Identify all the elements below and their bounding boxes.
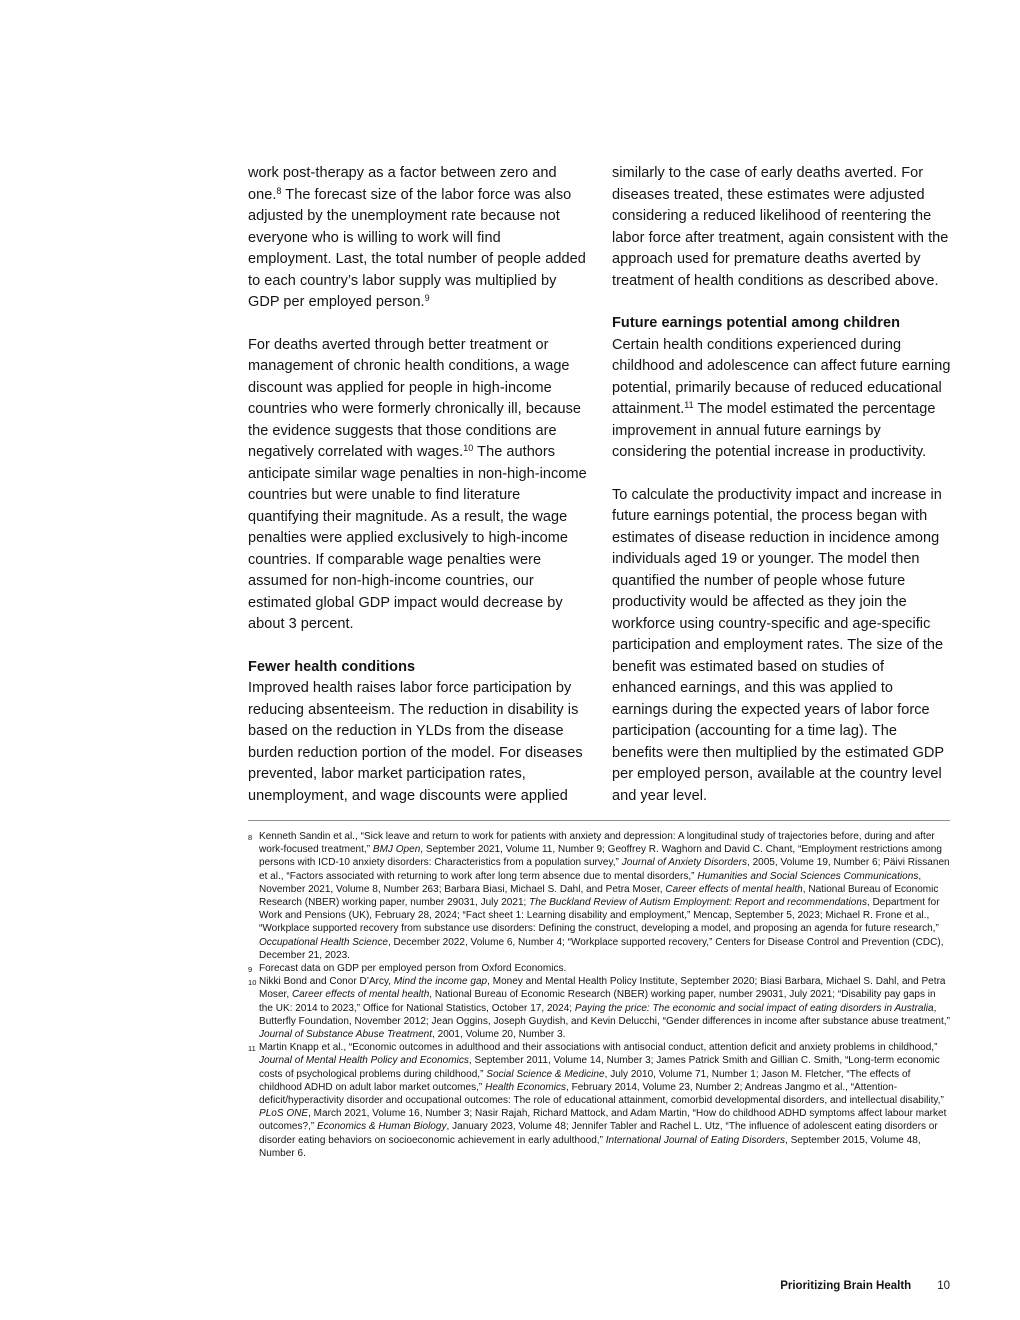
body-paragraph xyxy=(248,678,588,807)
text-run: , 2005, Volume 19, Number 6; Päivi Rissanen et al., “Factors associated with returning to work after long term absence due to mental disorders,” xyxy=(259,857,950,882)
section-heading xyxy=(612,313,952,335)
text-run: BMJ Open xyxy=(372,844,421,856)
text-run: Paying the price: The economic and social impact of eating disorders in Australia xyxy=(574,1002,934,1014)
page-footer xyxy=(780,1279,950,1293)
text-run: Journal of Substance Abuse Treatment xyxy=(259,1029,433,1041)
text-run: , September 2015, Volume 48, Number 6. xyxy=(259,1134,921,1159)
text-run: The model estimated the percentage improvement in annual future earnings by considering the potential increase in productivity. xyxy=(612,401,936,460)
text-run: Career effects of mental health xyxy=(665,883,803,895)
text-run: The authors anticipate similar wage penalties in non-high-income countries but were unable to find literature quantifying their magnitude. As a result, the wage penalties were applied exclusively to high-income countries. If comparable wage penalties were assumed for non-high-income countries, our estimated global GDP impact would decrease by about 3 percent. xyxy=(248,444,587,632)
text-run: Humanities and Social Sciences Communications xyxy=(697,870,919,882)
text-run: , 2001, Volume 20, Number 3. xyxy=(432,1029,566,1041)
text-run: , Department for Work and Pensions (UK), February 28, 2024; “Fact sheet 1: Learning disability and employment,” Mencap, September 5, 2023; Michael R. Frone et al., “Workplace supported recovery from substance use disorders: Defining the construct, developing a model, and proposing an agenda for future research,” xyxy=(259,897,940,935)
text-run: For deaths averted through better treatment or management of chronic health conditions, a wage discount was applied for people in high-income countries who were formerly chronically ill, because the evidence suggests that those conditions are negatively correlated with wages. xyxy=(248,336,582,460)
footnote-item xyxy=(248,830,950,962)
right-column xyxy=(612,163,952,828)
text-run: Journal of Mental Health Policy and Economics xyxy=(259,1055,469,1067)
section-heading xyxy=(248,657,588,679)
footnote-marker: 11 xyxy=(248,1044,256,1054)
footnote-marker: 8 xyxy=(248,833,253,842)
text-run: Career effects of mental health xyxy=(291,989,430,1001)
text-run: Nikki Bond and Conor D’Arcy, xyxy=(259,976,394,988)
text-run: , December 2022, Volume 6, Number 4; “Workplace supported recovery,” Centers for Disease Control and Prevention (CDC), December 21, 2023. xyxy=(259,936,944,961)
text-run: International Journal of Eating Disorders xyxy=(605,1134,785,1146)
footnote-item xyxy=(248,1041,950,1160)
body-paragraph xyxy=(612,485,952,808)
text-run: , September 2011, Volume 14, Number 3; James Patrick Smith and Gillian C. Smith, “Long-term economic costs of psychological problems during childhood,” xyxy=(259,1055,940,1080)
text-run: Forecast data on GDP per employed person from Oxford Economics. xyxy=(259,963,567,975)
text-run: Health Economics xyxy=(485,1081,566,1093)
text-run: Improved health raises labor force participation by reducing absenteeism. The reduction in disability is based on the reduction in YLDs from the disease burden reduction portion of the model. For diseases prevented, labor market participation rates, unemployment, and wage discounts were applied xyxy=(248,680,583,804)
left-column xyxy=(248,163,588,828)
text-run: Occupational Health Science xyxy=(259,936,388,948)
text-run: , July 2010, Volume 71, Number 1; Jason M. Fletcher, “The effects of childhood ADHD on adult labor market outcomes,” xyxy=(259,1068,911,1093)
text-run: Journal of Anxiety Disorders xyxy=(621,857,747,869)
text-run: Fewer health conditions xyxy=(248,658,416,675)
text-run: similarly to the case of early deaths averted. For diseases treated, these estimates were adjusted considering a reduced likelihood of reentering the labor force after treatment, again consistent with the approach used for premature deaths averted by treatment of health conditions as described above. xyxy=(612,165,949,289)
body-paragraph xyxy=(612,335,952,464)
page-number: 10 xyxy=(937,1280,950,1292)
footnote-reference: 8 xyxy=(276,185,282,196)
footnote-marker: 10 xyxy=(248,978,257,988)
body-paragraph xyxy=(612,163,952,292)
report-title: Prioritizing Brain Health xyxy=(780,1280,912,1292)
footnote-reference: 11 xyxy=(684,400,694,410)
text-run: , Butterfly Foundation, November 2012; Jean Oggins, Joseph Guydish, and Kevin Delucchi, “Gender differences in income after substance abuse treatment,” xyxy=(259,1002,950,1027)
footnote-divider xyxy=(248,820,950,821)
footnote-reference: 10 xyxy=(463,443,474,453)
text-run: , January 2023, Volume 48; Jennifer Tabler and Rachel L. Utz, “The influence of adolescent eating disorders or disorder eating behaviors on socioeconomic achievement in early adulthood,” xyxy=(259,1121,938,1146)
text-run: Mind the income gap xyxy=(393,976,488,988)
footnote-item xyxy=(248,962,950,975)
footnote-list xyxy=(248,830,950,1160)
text-run: Economics & Human Biology xyxy=(317,1121,447,1133)
footnote-marker: 9 xyxy=(248,965,253,975)
text-run: , March 2021, Volume 16, Number 3; Nasir Rajah, Richard Mattock, and Adam Martin, “How do childhood ADHD symptoms affect labour market outcomes?,” xyxy=(259,1108,947,1133)
body-paragraph xyxy=(248,163,588,314)
text-run: work post-therapy as a factor between zero and one. xyxy=(248,165,557,203)
text-run: To calculate the productivity impact and increase in future earnings potential, the process began with estimates of disease reduction in incidence among individuals aged 19 or younger. The model then quantified the number of people whose future productivity would be affected as they join the workforce using country-specific and age-specific participation and employment rates. The size of the benefit was estimated based on studies of enhanced earnings, and this was applied to earnings during the expected years of labor force participation (accounting for a time lag). The benefits were then multiplied by the estimated GDP per employed person, available at the country level and year level. xyxy=(612,486,944,804)
text-run: , November 2021, Volume 8, Number 263; Barbara Biasi, Michael S. Dahl, and Petra Moser, xyxy=(259,870,922,895)
footnote-section xyxy=(248,820,950,1160)
body-paragraph xyxy=(248,335,588,636)
body-columns xyxy=(248,163,952,828)
text-run: , Money and Mental Health Policy Institute, September 2020; Biasi Barbara, Michael S. Dahl, and Petra Moser, xyxy=(259,976,946,1001)
text-run: Martin Knapp et al., “Economic outcomes in adulthood and their associations with antisocial conduct, attention deficit and anxiety problems in childhood,” xyxy=(259,1042,938,1054)
text-run: , September 2021, Volume 11, Number 9; Geoffrey R. Waghorn and David C. Chant, “Employment restrictions among persons with ICD-10 anxiety disorders: Characteristics from a population survey,” xyxy=(259,844,942,869)
main-content xyxy=(248,163,952,828)
text-run: , National Bureau of Economic Research (NBER) working paper, number 29031, July 2021; “Disability pay gaps in the UK: 2014 to 2023,” Office for National Statistics, October 17, 2024; xyxy=(259,989,936,1014)
text-run: Future earnings potential among children xyxy=(612,315,900,331)
text-run: Certain health conditions experienced during childhood and adolescence can affect future earning potential, primarily because of reduced educational attainment. xyxy=(612,336,951,417)
text-run: The forecast size of the labor force was also adjusted by the unemployment rate because not everyone who is willing to work will find employment. Last, the total number of people added to each country’s labor supply was multiplied by GDP per employed person. xyxy=(248,186,586,310)
text-run: The Buckland Review of Autism Employment: Report and recommendations xyxy=(529,897,867,909)
text-run: PLoS ONE xyxy=(259,1108,309,1120)
text-run: Social Science & Medicine xyxy=(486,1068,605,1080)
text-run: , February 2014, Volume 23, Number 2; Andreas Jangmo et al., “Attention-deficit/hyperactivity disorder and occupational outcomes: The role of educational attainment, comorbid developmental disorders, and intellectual disability,” xyxy=(259,1081,944,1107)
footnote-reference: 9 xyxy=(424,293,430,303)
footnote-item xyxy=(248,975,950,1041)
text-run: Kenneth Sandin et al., “Sick leave and return to work for patients with anxiety and depression: A longitudinal study of trajectories before, during and after work-focused treatment,” xyxy=(259,831,935,856)
text-run: , National Bureau of Economic Research (NBER) working paper, number 29031, July 2021; xyxy=(259,883,939,909)
